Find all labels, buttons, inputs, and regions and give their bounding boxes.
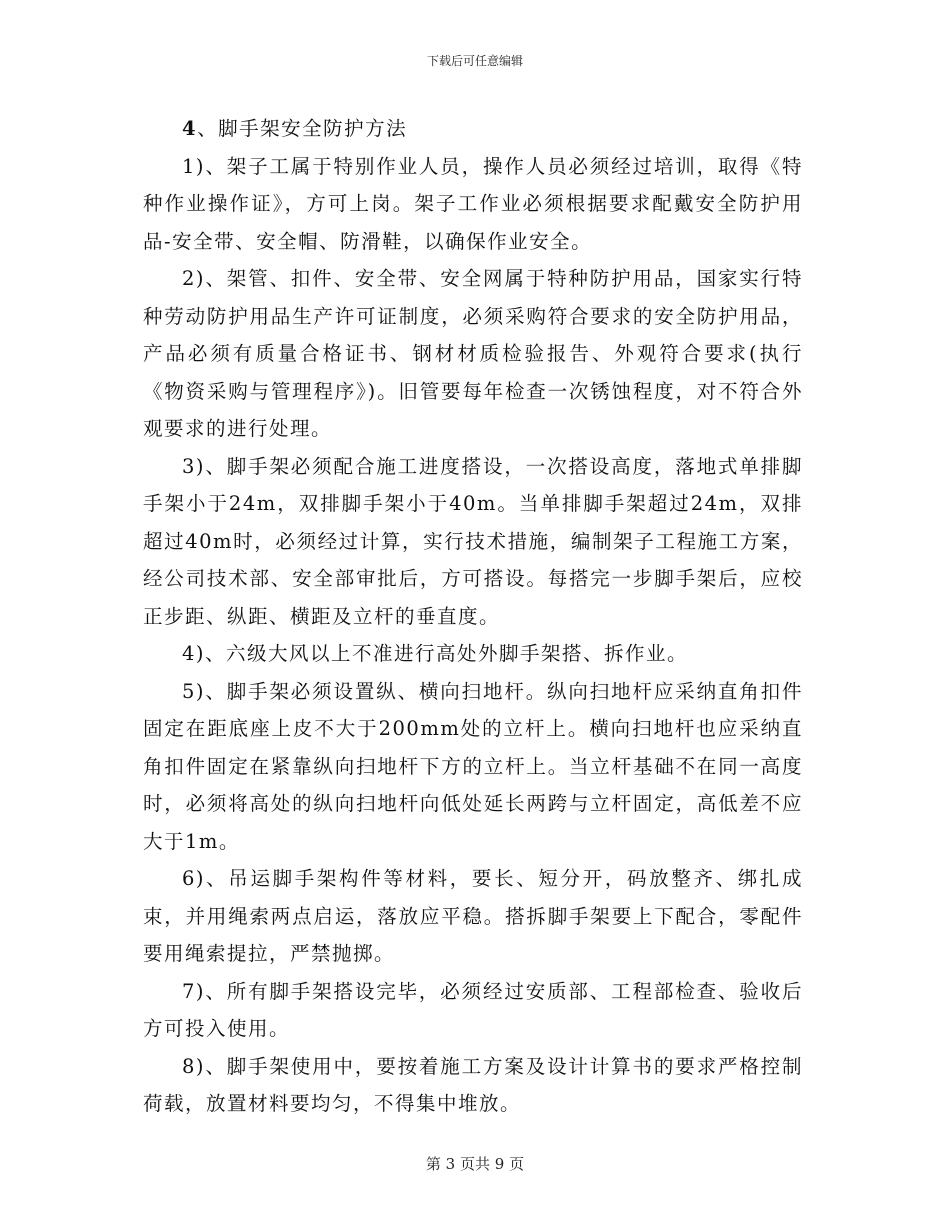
paragraph-1: 1)、架子工属于特别作业人员，操作人员必须经过培训，取得《特种作业操作证》，方可上岗。架子工作业必须根据要求配戴安全防护用品-安全带、安全帽、防滑鞋，以确保作业安全。	[143, 154, 803, 253]
page-header	[0, 52, 950, 69]
paragraph-6: 6)、吊运脚手架构件等材料，要长、短分开，码放整齐、绑扎成束，并用绳索两点启运，落放应平稳。搭拆脚手架要上下配合，零配件要用绳索提拉，严禁抛掷。	[143, 867, 803, 965]
header-note: 下载后可任意编辑	[426, 54, 523, 68]
paragraph-4: 4)、六级大风以上不准进行高处外脚手架搭、拆作业。	[182, 642, 689, 665]
section-heading	[182, 110, 803, 148]
paragraph-7: 7)、所有脚手架搭设完毕，必须经过安质部、工程部检查、验收后方可投入使用。	[143, 979, 803, 1040]
paragraph-3: 3)、脚手架必须配合施工进度搭设，一次搭设高度，落地式单排脚手架小于24m，双排脚手架小于40m。当单排脚手架超过24m，双排超过40m时，必须经过计算，实行技术措施，编制架子工程施工方案，经公司技术部、安全部审批后，方可搭设。每搭完一步脚手架后，应校正步距、纵距、横距及立杆的垂直度。	[143, 454, 803, 628]
document-body	[143, 110, 803, 1123]
paragraph-5: 5)、脚手架必须设置纵、横向扫地杆。纵向扫地杆应采纳直角扣件固定在距底座上皮不大于200mm处的立杆上。横向扫地杆也应采纳直角扣件固定在紧靠纵向扫地杆下方的立杆上。当立杆基础不在同一高度时，必须将高处的纵向扫地杆向低处延长两跨与立杆固定，高低差不应大于1m。	[143, 679, 803, 853]
page-footer	[0, 1153, 950, 1174]
page-number-label: 第 3 页共 9 页	[425, 1155, 525, 1173]
section-number: 4	[182, 117, 198, 140]
paragraph-8: 8)、脚手架使用中，要按着施工方案及设计计算书的要求严格控制荷载，放置材料要均匀，不得集中堆放。	[143, 1054, 803, 1115]
section-title: 、脚手架安全防护方法	[197, 117, 408, 140]
paragraph-2: 2)、架管、扣件、安全带、安全网属于特种防护用品，国家实行特种劳动防护用品生产许可证制度，必须采购符合要求的安全防护用品，产品必须有质量合格证书、钢材材质检验报告、外观符合要求(执行《物资采购与管理程序》)。旧管要每年检查一次锈蚀程度，对不符合外观要求的进行处理。	[143, 267, 803, 440]
